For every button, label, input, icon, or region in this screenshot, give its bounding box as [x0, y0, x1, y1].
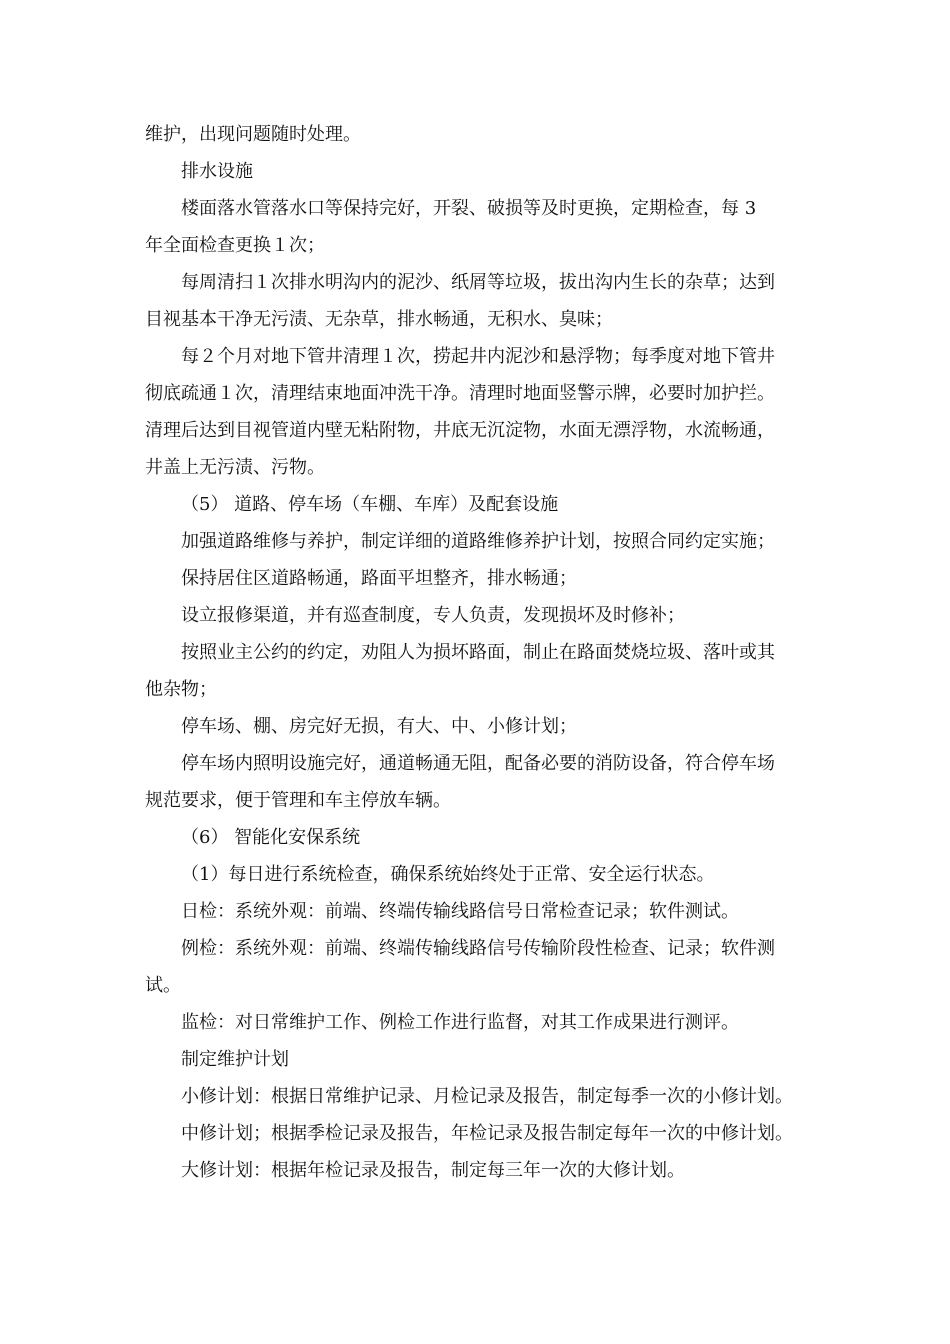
text-line: （1）每日进行系统检查，确保系统始终处于正常、安全运行状态。 [181, 864, 715, 885]
text-line: 排水设施 [181, 161, 253, 182]
text-line: 停车场、棚、房完好无损，有大、中、小修计划； [181, 716, 577, 737]
text-line: 制定维护计划 [181, 1049, 289, 1070]
text-line: 楼面落水管落水口等保持完好，开裂、破损等及时更换，定期检查，每 3 [181, 198, 757, 219]
text-line: 他杂物； [145, 679, 217, 700]
text-line: 维护，出现问题随时处理。 [145, 124, 361, 145]
text-line: 每周清扫１次排水明沟内的泥沙、纸屑等垃圾，拔出沟内生长的杂草；达到 [181, 272, 775, 293]
text-line: （5） 道路、停车场（车棚、车库）及配套设施 [181, 494, 559, 515]
text-line: 试。 [145, 975, 181, 996]
text-line: 加强道路维修与养护，制定详细的道路维修养护计划，按照合同约定实施； [181, 531, 775, 552]
text-line: 目视基本干净无污渍、无杂草，排水畅通，无积水、臭味； [145, 309, 613, 330]
text-line: 大修计划：根据年检记录及报告，制定每三年一次的大修计划。 [181, 1160, 685, 1181]
text-line: 中修计划；根据季检记录及报告，年检记录及报告制定每年一次的中修计划。 [181, 1123, 793, 1144]
text-line: 设立报修渠道，并有巡查制度，专人负责，发现损坏及时修补； [181, 605, 685, 626]
text-line: 彻底疏通１次，清理结束地面冲洗干净。清理时地面竖警示牌，必要时加护拦。 [145, 383, 775, 404]
document-body [145, 116, 815, 1189]
text-line: 监检：对日常维护工作、例检工作进行监督，对其工作成果进行测评。 [181, 1012, 739, 1033]
text-line: 按照业主公约的约定，劝阻人为损坏路面，制止在路面焚烧垃圾、落叶或其 [181, 642, 775, 663]
text-line: （6） 智能化安保系统 [181, 827, 361, 848]
text-line: 保持居住区道路畅通，路面平坦整齐，排水畅通； [181, 568, 577, 589]
text-line: 井盖上无污渍、污物。 [145, 457, 325, 478]
text-line: 年全面检查更换１次； [145, 235, 325, 256]
text-line: 小修计划：根据日常维护记录、月检记录及报告，制定每季一次的小修计划。 [181, 1086, 793, 1107]
text-line: 清理后达到目视管道内壁无粘附物，井底无沉淀物，水面无漂浮物，水流畅通， [145, 420, 775, 441]
text-line: 例检：系统外观：前端、终端传输线路信号传输阶段性检查、记录；软件测 [181, 938, 775, 959]
text-line: 停车场内照明设施完好，通道畅通无阻，配备必要的消防设备，符合停车场 [181, 753, 775, 774]
text-line: 规范要求，便于管理和车主停放车辆。 [145, 790, 451, 811]
text-line: 日检：系统外观：前端、终端传输线路信号日常检查记录；软件测试。 [181, 901, 739, 922]
text-line: 每２个月对地下管井清理１次，捞起井内泥沙和悬浮物；每季度对地下管井 [181, 346, 775, 367]
